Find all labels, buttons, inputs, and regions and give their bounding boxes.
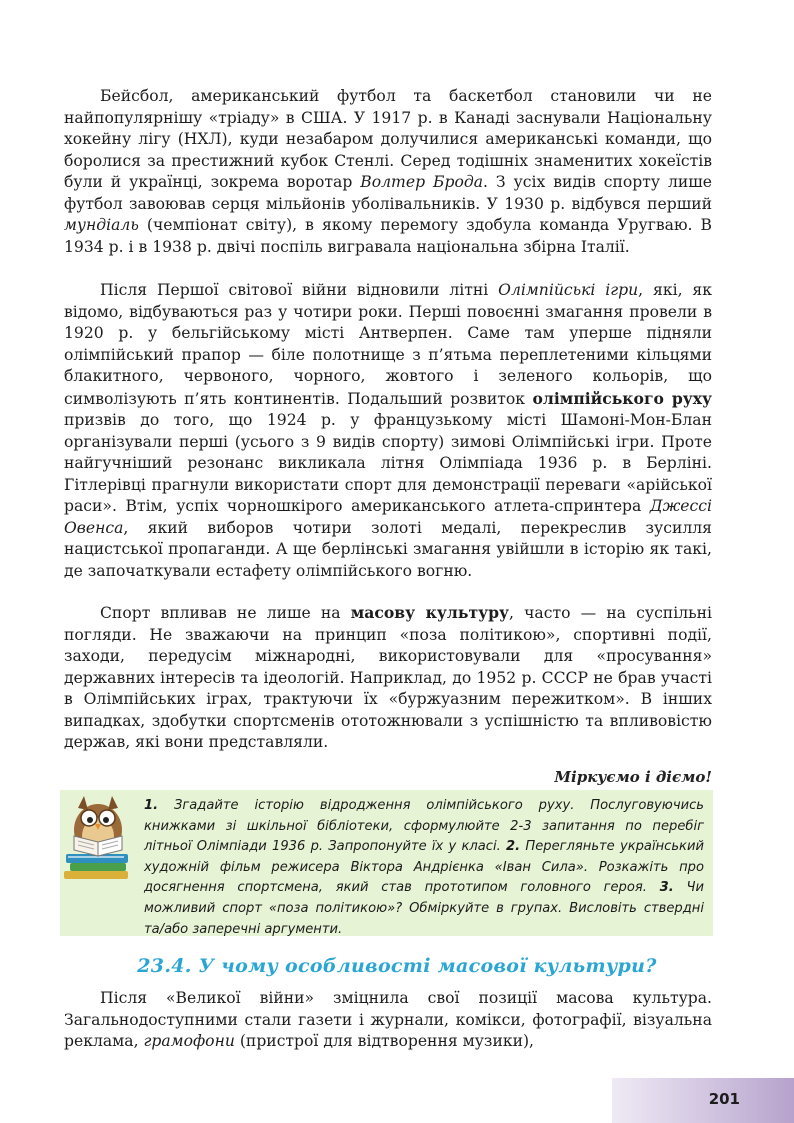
italic-term-mundial: мундіаль [64,216,139,234]
bold-term-mass-culture: масову культуру [350,603,510,622]
paragraph-baseball-hockey-football [64,86,712,258]
paragraph-mass-culture [64,988,712,1053]
task-number-1: 1. [144,798,159,813]
text-run: (пристрої для відтворення музики), [234,1032,535,1050]
text-run: , які, як відомо, відбуваються раз у чотири роки. Перші повоєнні змагання провели в 1920 р. у бельгійському місті Антверпен. Саме там уперше підняли олімпійський прапор — біле полотнище з п’ятьма переплетеними кільцями блакитного, червоного, чорного, жовтого і зеленого кольорів, що символізують п’ять континентів. Подальший розвиток [64,281,713,408]
section-heading: 23.4. У чому особливості масової культури? [137,955,657,977]
text-run: Після «Великої війни» зміцнила свої позиції масова культура. Загальнодоступними стали газети і журнали, комікси, фотографії, візуальна реклама, [64,989,712,1050]
text-run: Бейсбол, американський футбол та баскетбол становили чи не найпопулярнішу «тріаду» в США. У 1917 р. в Канаді заснували Національну хокейну лігу (НХЛ), куди незабаром долучилися американські команди, що боролися за престижний кубок Стенлі. Серед тодішніх знаменитих хокеїстів були й українці, зокрема воротар [64,87,712,191]
task-text-3: Чи можливий спорт «поза політикою»? Обміркуйте в групах. Висловіть ствердні та/або заперечні аргументи. [144,880,704,937]
task-text-2: Перегляньте український художній фільм режисера Віктора Андрієнка «Іван Сила». Розкажіть про досягнення спортсмена, який став прототипом головного героя. [144,839,704,896]
owl-reading-books-icon [60,790,138,880]
task-text-1: Згадайте історію відродження олімпійського руху. Послуговуючись книжками зі шкільної бібліотеки, сформулюйте 2-3 запитання по перебіг літньої Олімпіади 1936 р. Запропонуйте їх у класі. [144,798,704,855]
paragraph-sport-and-politics [64,602,712,754]
text-run: (чемпіонат світу), в якому перемогу здобула команда Уругваю. В 1934 р. і в 1938 р. двічі поспіль вигравала національна збірна Італії. [64,216,712,256]
think-and-act-box [60,790,713,936]
task-number-2: 2. [506,839,521,855]
text-run: Спорт впливав не лише на [100,604,351,622]
text-run: Після Першої світової війни відновили літні [100,281,499,299]
think-and-act-title: Міркуємо і діємо! [554,768,712,786]
text-run: , який виборов чотири золоті медалі, перекреслив зусилля нацистської пропаганди. А ще берлінські змагання увійшли в історію як такі, де започаткували естафету олімпійського вогню. [64,518,712,580]
italic-term-gramophones: грамофони [143,1032,235,1050]
italic-term-jesse-owens: Джессі Овенса [64,497,712,537]
bold-term-olympic-movement: олімпійського руху [532,388,712,408]
think-and-act-tasks [144,796,704,940]
text-run: призвів до того, що 1924 р. у французькому місті Шамоні-Мон-Блан організували перші (усього з 9 видів спорту) зимові Олімпійські ігри. Проте найгучніший резонанс викликала літня Олімпіада 1936 р. в Берліні. Гітлерівці прагнули використати спорт для демонстрації переваги «арійської раси». Втім, успіх чорношкірого американського атлета-спринтера [64,411,712,515]
task-number-3: 3. [659,880,674,896]
italic-term-volter-broda: Волтер Брода [360,173,484,191]
paragraph-olympic-games [64,280,712,582]
text-run: . З усіх видів спорту лише футбол завоював серця мільйонів уболівальників. У 1930 р. відбувся перший [64,173,712,213]
page-number-tab [612,1078,794,1123]
page-number: 201 [708,1090,740,1108]
text-run: , часто — на суспільні погляди. Не зважаючи на принцип «поза політикою», спортивні події, заходи, передусім міжнародні, використовували для «просування» державних інтересів та ідеологій. Наприклад, до 1952 р. СССР не брав участі в Олімпійських іграх, трактуючи їх «буржуазним пережитком». В інших випадках, здобутки спортсменів ототожнювали з успішністю та впливовістю держав, які вони представляли. [64,604,712,751]
italic-term-olympic-games: Олімпійські ігри [498,281,639,299]
